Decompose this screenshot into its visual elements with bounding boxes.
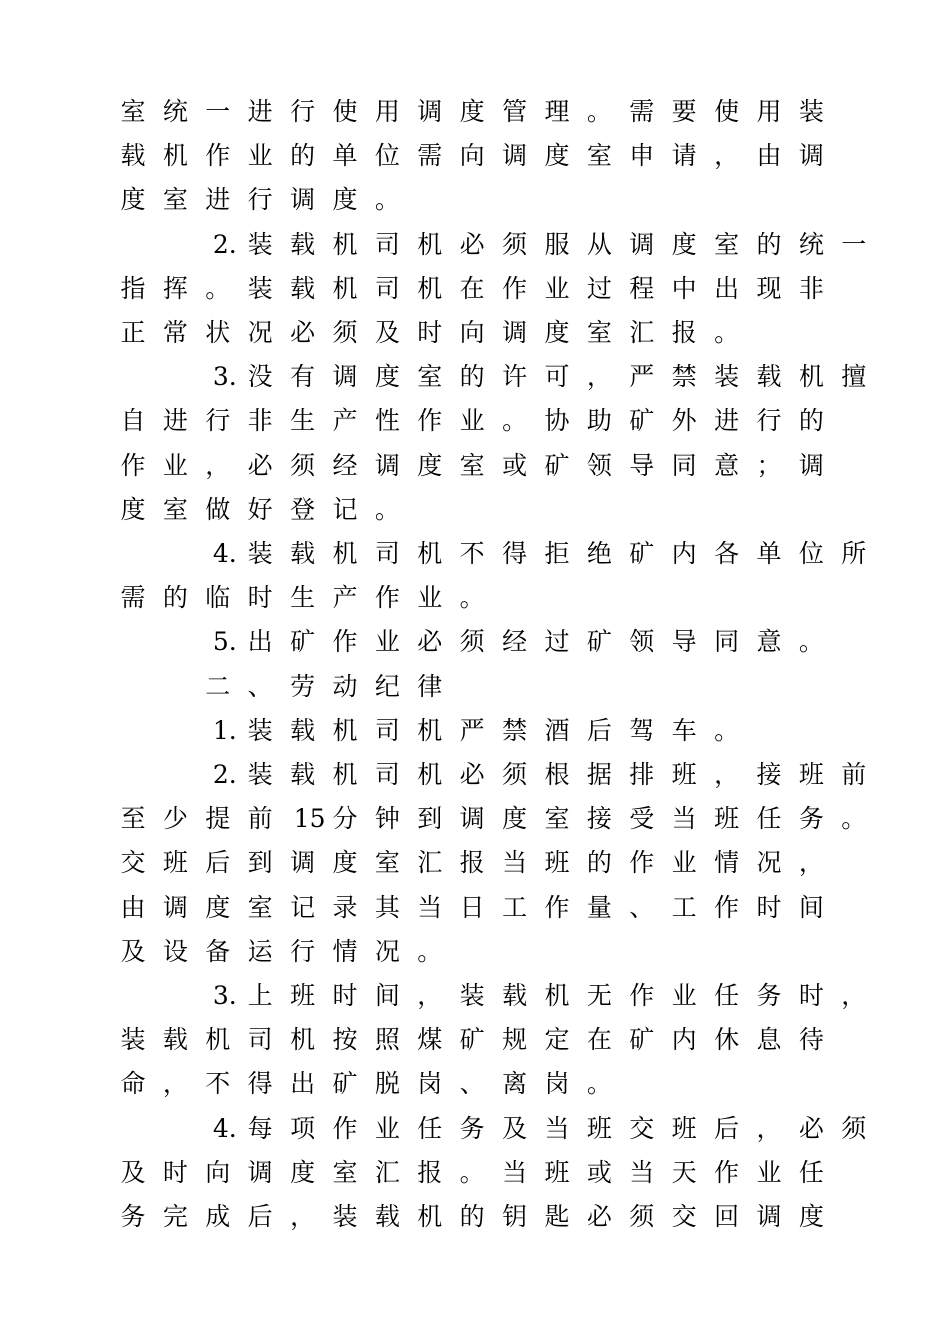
text-line: 载 机 作 业 的 单 位 需 向 调 度 室 申 请 ， 由 调 <box>120 141 824 171</box>
text-line: 4. 装 载 机 司 机 不 得 拒 绝 矿 内 各 单 位 所 <box>212 539 867 568</box>
text-line: 5. 出 矿 作 业 必 须 经 过 矿 领 导 同 意 。 <box>212 627 824 657</box>
text-line: 室 统 一 进 行 使 用 调 度 管 理 。 需 要 使 用 装 <box>120 97 824 126</box>
text-line: 务 完 成 后 ， 装 载 机 的 钥 匙 必 须 交 回 调 度 <box>120 1202 824 1231</box>
text-line: 度 室 做 好 登 记 。 <box>120 494 400 524</box>
text-line: 2. 装 载 机 司 机 必 须 根 据 排 班 ， 接 班 前 <box>212 760 867 789</box>
text-line: 1. 装 载 机 司 机 严 禁 酒 后 驾 车 。 <box>212 715 740 745</box>
text-line: 交 班 后 到 调 度 室 汇 报 当 班 的 作 业 情 况 ， <box>120 848 824 878</box>
text-line: 由 调 度 室 记 录 其 当 日 工 作 量 、 工 作 时 间 <box>120 892 824 922</box>
text-line: 4. 每 项 作 业 任 务 及 当 班 交 班 后 ， 必 须 <box>212 1113 867 1143</box>
text-line: 及 时 向 调 度 室 汇 报 。 当 班 或 当 天 作 业 任 <box>120 1157 824 1187</box>
text-line: 度 室 进 行 调 度 。 <box>120 185 400 215</box>
text-line: 3. 上 班 时 间 ， 装 载 机 无 作 业 任 务 时 ， <box>212 981 867 1010</box>
text-line: 指 挥 。 装 载 机 司 机 在 作 业 过 程 中 出 现 非 <box>120 273 824 303</box>
text-line: 正 常 状 况 必 须 及 时 向 调 度 室 汇 报 。 <box>120 318 740 347</box>
text-line: 装 载 机 司 机 按 照 煤 矿 规 定 在 矿 内 休 息 待 <box>120 1025 824 1055</box>
text-line: 需 的 临 时 生 产 作 业 。 <box>120 583 485 613</box>
text-line: 2. 装 载 机 司 机 必 须 服 从 调 度 室 的 统 一 <box>212 229 867 259</box>
text-line: 命 ， 不 得 出 矿 脱 岗 、 离 岗 。 <box>120 1069 612 1099</box>
text-line: 至 少 提 前 15 分 钟 到 调 度 室 接 受 当 班 任 务 。 <box>120 804 867 834</box>
text-line: 3. 没 有 调 度 室 的 许 可 ， 严 禁 装 载 机 擅 <box>212 362 867 392</box>
section-heading: 二 、 劳 动 纪 律 <box>205 671 443 701</box>
text-line: 自 进 行 非 生 产 性 作 业 。 协 助 矿 外 进 行 的 <box>120 406 824 436</box>
text-line: 作 业 ， 必 须 经 调 度 室 或 矿 领 导 同 意 ； 调 <box>120 450 824 480</box>
text-line: 及 设 备 运 行 情 况 。 <box>120 936 443 966</box>
